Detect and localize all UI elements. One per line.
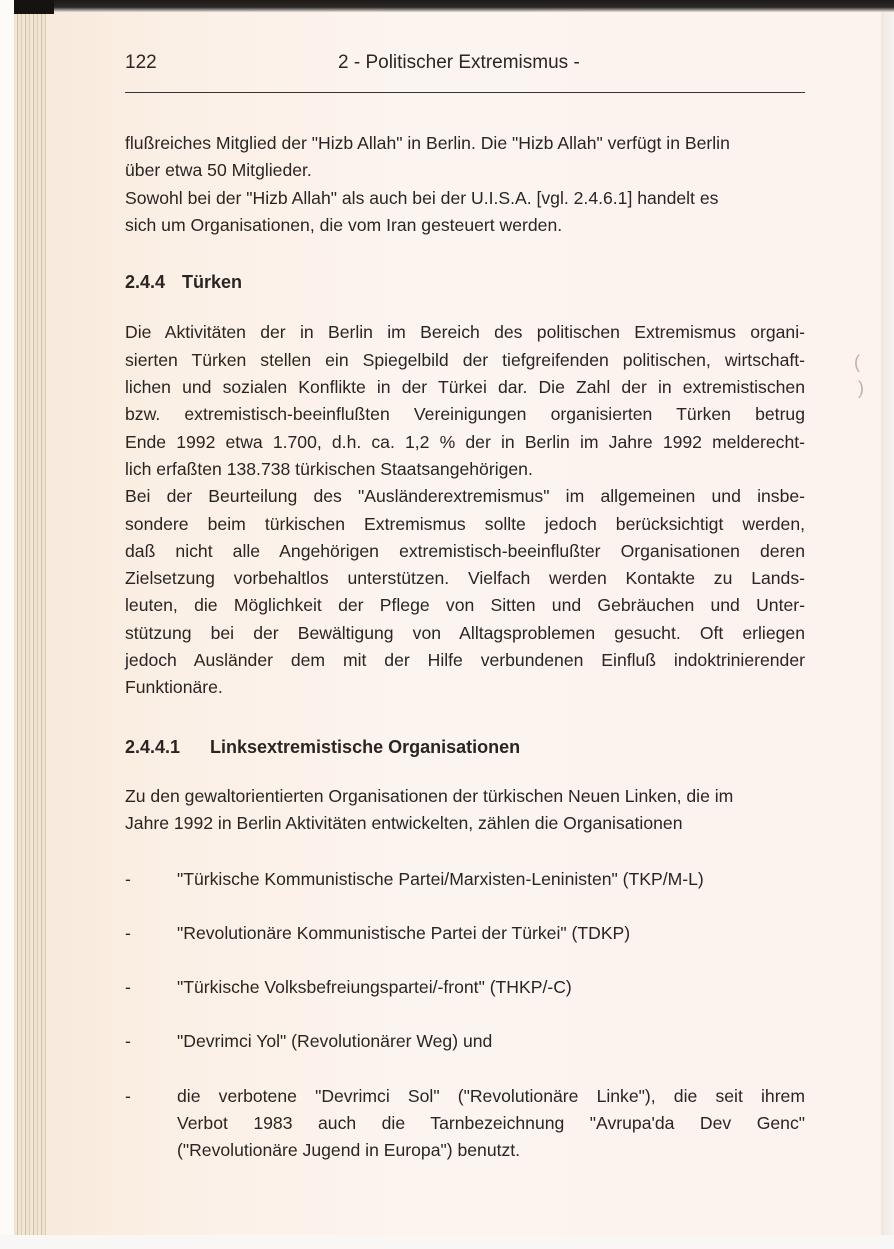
text-line: sondere beim türkischen Extremismus sollte jedoch berücksichtigt werden, (125, 513, 805, 534)
list-dash-marker: - (125, 922, 131, 943)
section-title: Linksextremistische Organisationen (210, 736, 521, 757)
section-number: 2.4.4.1 (125, 736, 181, 757)
text-line: lichen und sozialen Konflikte in der Türkei dar. Die Zahl der in extremistischen (125, 377, 805, 398)
list-item-thkp-c (125, 974, 805, 1001)
paragraph-iran-controlled (125, 185, 805, 240)
scan-artifact-mark: ( (854, 352, 860, 372)
list-item-text: Verbot 1983 auch die Tarnbezeichnung "Avrupa'da Dev Genc" (177, 1113, 805, 1134)
text-line: Die Aktivitäten der in Berlin im Bereich des politischen Extremismus organi- (125, 322, 805, 343)
section-title: Türken (182, 272, 243, 293)
page-number: 122 (125, 52, 157, 73)
paragraph-turkish-activities (125, 319, 805, 483)
section-number: 2.4.4 (125, 272, 166, 293)
page-body (125, 130, 805, 1165)
text-line: flußreiches Mitglied der "Hizb Allah" in Berlin. Die "Hizb Allah" verfügt in Berlin (125, 133, 730, 153)
list-item-text: "Devrimci Yol" (Revolutionärer Weg) und (177, 1031, 493, 1052)
text-line: stützung bei der Bewältigung von Alltagsproblemen gesucht. Oft erliegen (125, 622, 805, 643)
list-item-text: "Türkische Volksbefreiungspartei/-front" (THKP/-C) (177, 977, 572, 998)
list-item-text: ("Revolutionäre Jugend in Europa") benutzt. (177, 1140, 521, 1161)
text-line: leuten, die Möglichkeit der Pflege von Sitten und Gebräuchen und Unter- (125, 595, 805, 616)
list-item-text: "Türkische Kommunistische Partei/Marxisten-Leninisten" (TKP/M-L) (177, 868, 704, 889)
scan-right-margin (881, 0, 894, 1249)
scan-left-margin (0, 0, 14, 1249)
text-line: bzw. extremistisch-beeinflußten Vereinigungen organisierten Türken betrug (125, 404, 805, 425)
list-item-devrimci-yol (125, 1028, 805, 1055)
scanner-shadow-corner (14, 0, 54, 14)
text-line: sich um Organisationen, die vom Iran gesteuert werden. (125, 214, 563, 235)
text-line: Sowohl bei der "Hizb Allah" als auch bei der U.I.S.A. [vgl. 2.4.6.1] handelt es (125, 187, 719, 208)
list-dash-marker: - (125, 977, 131, 998)
list-dash-marker: - (125, 1085, 131, 1106)
text-line: Ende 1992 etwa 1.700, d.h. ca. 1,2 % der in Berlin im Jahre 1992 melderecht- (125, 431, 805, 452)
scan-bottom-margin (0, 1235, 894, 1249)
list-item-tdkp (125, 920, 805, 947)
paragraph-hizb-allah-members (125, 130, 805, 185)
section-heading-2-4-4-1 (125, 734, 805, 761)
section-heading-2-4-4 (125, 269, 805, 296)
list-item-text: "Revolutionäre Kommunistische Partei der Türkei" (TDKP) (177, 922, 631, 943)
organisations-list (125, 866, 805, 1165)
scanner-shadow-bar (14, 0, 894, 12)
list-item-tkp-ml (125, 866, 805, 893)
list-dash-marker: - (125, 1031, 131, 1052)
text-line: Bei der Beurteilung des "Ausländerextremismus" im allgemeinen und insbe- (125, 486, 805, 507)
book-page-stack-edge (14, 10, 48, 1235)
text-line: daß nicht alle Angehörigen extremistisch-beeinflußter Organisationen deren (125, 540, 805, 561)
text-line: Jahre 1992 in Berlin Aktivitäten entwickelten, zählen die Organisationen (125, 813, 683, 834)
text-line: sierten Türken stellen ein Spiegelbild der tiefgreifenden politischen, wirtschaft- (125, 349, 805, 370)
paragraph-auslaenderextremismus (125, 483, 805, 701)
scan-artifact-mark: ) (858, 378, 864, 398)
text-line: jedoch Ausländer dem mit der Hilfe verbundenen Einfluß indoktrinierender (125, 650, 805, 671)
list-dash-marker: - (125, 868, 131, 889)
running-title: 2 - Politischer Extremismus - (338, 52, 580, 73)
header-rule (125, 92, 805, 93)
paragraph-organisations-intro (125, 783, 805, 838)
text-line: Funktionäre. (125, 677, 223, 698)
list-item-devrimci-sol (125, 1083, 805, 1165)
text-line: Zu den gewaltorientierten Organisationen der türkischen Neuen Linken, die im (125, 785, 734, 806)
text-line: Zielsetzung vorbehaltlos unterstützen. Vielfach werden Kontakte zu Lands- (125, 568, 805, 589)
list-item-text: die verbotene "Devrimci Sol" ("Revolutionäre Linke"), die seit ihrem (177, 1085, 805, 1106)
text-line: lich erfaßten 138.738 türkischen Staatsangehörigen. (125, 458, 533, 479)
text-line: über etwa 50 Mitglieder. (125, 160, 312, 181)
